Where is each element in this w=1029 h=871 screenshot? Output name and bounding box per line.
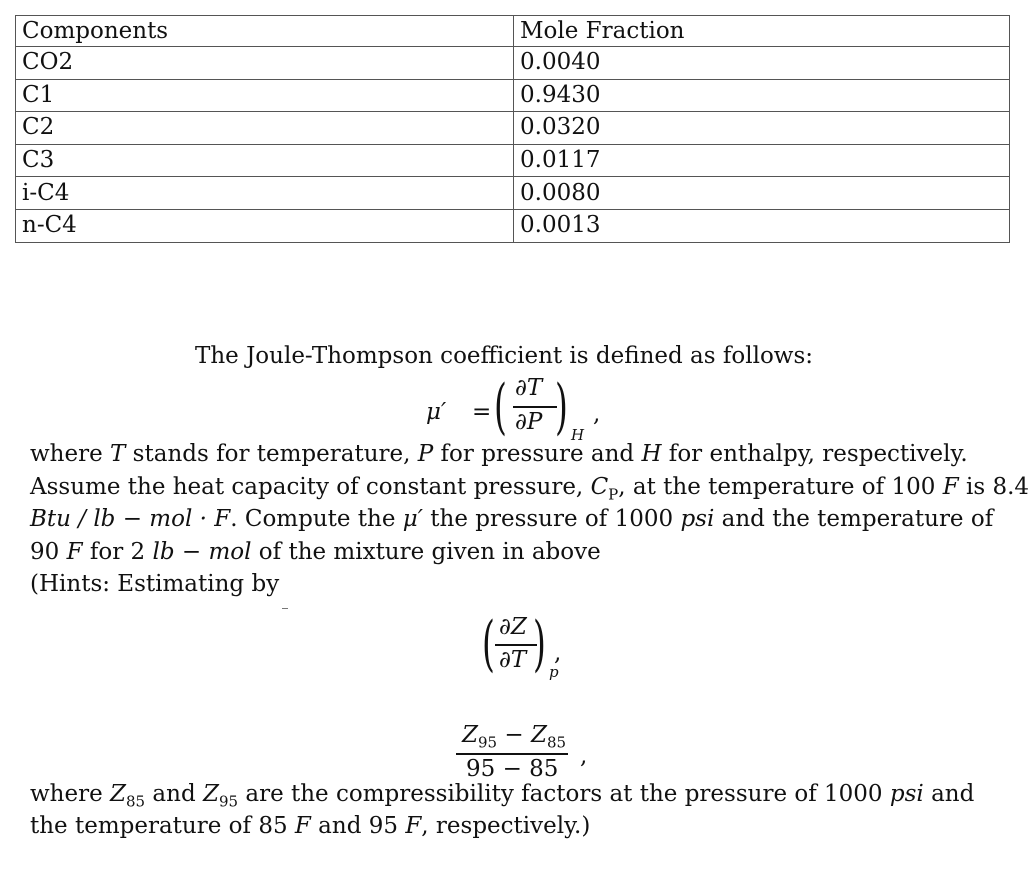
comma: , (554, 640, 562, 666)
math-units: Btu / lb − mol · F (30, 506, 231, 532)
right-paren: ) (533, 609, 546, 679)
math-var: P (417, 441, 434, 467)
math-units: lb − mol (152, 539, 252, 565)
paragraph-line-3 (30, 506, 993, 532)
fraction-numerator (462, 722, 566, 752)
component-cell: n-C4 (16, 209, 514, 242)
component-cell: C1 (16, 79, 514, 112)
table-header-row (16, 16, 1010, 47)
comma: , (593, 401, 601, 427)
paragraph-line-1 (30, 441, 968, 467)
paragraph-line-6 (30, 781, 974, 811)
finite-difference-equation (456, 718, 616, 784)
component-cell: i-C4 (16, 177, 514, 210)
math-units: psi (889, 781, 924, 807)
math-var: C (590, 474, 609, 500)
text-run: and (923, 781, 975, 807)
paragraph-line-7 (30, 813, 590, 839)
text-run: where (30, 441, 111, 467)
math-subscript: 85 (126, 792, 146, 811)
math-subscript: 95 (218, 792, 239, 811)
mu-prime-symbol: μ′ (426, 399, 447, 425)
component-cell: CO2 (16, 47, 514, 80)
text-run: are the compressibility factors at the pressure of 1000 (238, 781, 890, 807)
header-mole-fraction: Mole Fraction (514, 16, 1010, 47)
subscript-h: H (571, 426, 585, 444)
math-var: T (110, 441, 126, 467)
math-var: F (405, 813, 422, 839)
hint-text: (Hints: Estimating by (30, 571, 280, 597)
fraction-bar (495, 644, 537, 646)
text-run: , at the temperature of 100 (618, 474, 943, 500)
fraction-bar (513, 406, 557, 408)
math-var: μ′ (402, 506, 423, 532)
text-run: is 8.4 (958, 474, 1029, 500)
text-run: and (145, 781, 203, 807)
right-paren: ) (555, 372, 568, 442)
text-run: where (30, 781, 111, 807)
math-var: H (641, 441, 662, 467)
math-subscript: P (608, 485, 619, 504)
math-var: F (294, 813, 311, 839)
component-cell: C3 (16, 144, 514, 177)
math-subscript: 85 (546, 733, 567, 752)
header-components: Components (16, 16, 514, 47)
joule-thompson-equation (424, 372, 624, 444)
fraction-numerator: ∂T (515, 375, 543, 401)
text-run: 90 (30, 539, 67, 565)
table-row (16, 177, 1010, 210)
mole-fraction-cell: 0.0013 (514, 209, 1010, 242)
text-run: Assume the heat capacity of constant pressure, (30, 474, 591, 500)
left-paren: ( (494, 372, 507, 442)
fraction-denominator: ∂T (499, 647, 527, 673)
math-var: − Z (497, 722, 547, 748)
comma: , (580, 743, 588, 769)
table-row (16, 209, 1010, 242)
math-units: psi (680, 506, 715, 532)
table-row (16, 79, 1010, 112)
mole-fraction-cell: 0.0040 (514, 47, 1010, 80)
table-row (16, 144, 1010, 177)
text-run: and 95 (310, 813, 406, 839)
mole-fraction-cell: 0.0117 (514, 144, 1010, 177)
left-paren: ( (482, 609, 495, 679)
math-var: F (942, 474, 959, 500)
math-var: F (66, 539, 83, 565)
fraction-denominator: ∂P (515, 409, 543, 435)
paragraph-line-4 (30, 539, 601, 565)
stray-mark (282, 608, 288, 609)
fraction-numerator: ∂Z (499, 614, 527, 640)
intro-sentence: The Joule-Thompson coefficient is defined as follows: (195, 343, 814, 369)
fraction-bar (456, 753, 568, 755)
text-run: for enthalpy, respectively. (661, 441, 968, 467)
text-run: the temperature of 85 (30, 813, 295, 839)
mole-fraction-cell: 0.0320 (514, 112, 1010, 145)
components-table (15, 15, 1010, 243)
paragraph-line-5 (30, 571, 279, 597)
table-row (16, 112, 1010, 145)
text-run: stands for temperature, (125, 441, 418, 467)
text-run: . Compute the (230, 506, 403, 532)
text-run: of the mixture given in above (251, 539, 601, 565)
math-var: Z (110, 781, 127, 807)
partial-z-equation (482, 609, 602, 684)
math-subscript: 95 (477, 733, 498, 752)
mole-fraction-cell: 0.0080 (514, 177, 1010, 210)
table-row (16, 47, 1010, 80)
fraction-denominator: 95 − 85 (466, 756, 559, 782)
math-var: Z (462, 722, 478, 748)
text-run: for pressure and (433, 441, 642, 467)
paragraph-line-2 (30, 474, 1029, 504)
text-run: the pressure of 1000 (422, 506, 681, 532)
component-cell: C2 (16, 112, 514, 145)
math-var: Z (202, 781, 219, 807)
subscript-p: p (549, 663, 559, 681)
equals-sign: = (472, 399, 492, 425)
mole-fraction-cell: 0.9430 (514, 79, 1010, 112)
text-run: , respectively.) (421, 813, 591, 839)
text-run: and the temperature of (714, 506, 994, 532)
text-run: for 2 (82, 539, 153, 565)
